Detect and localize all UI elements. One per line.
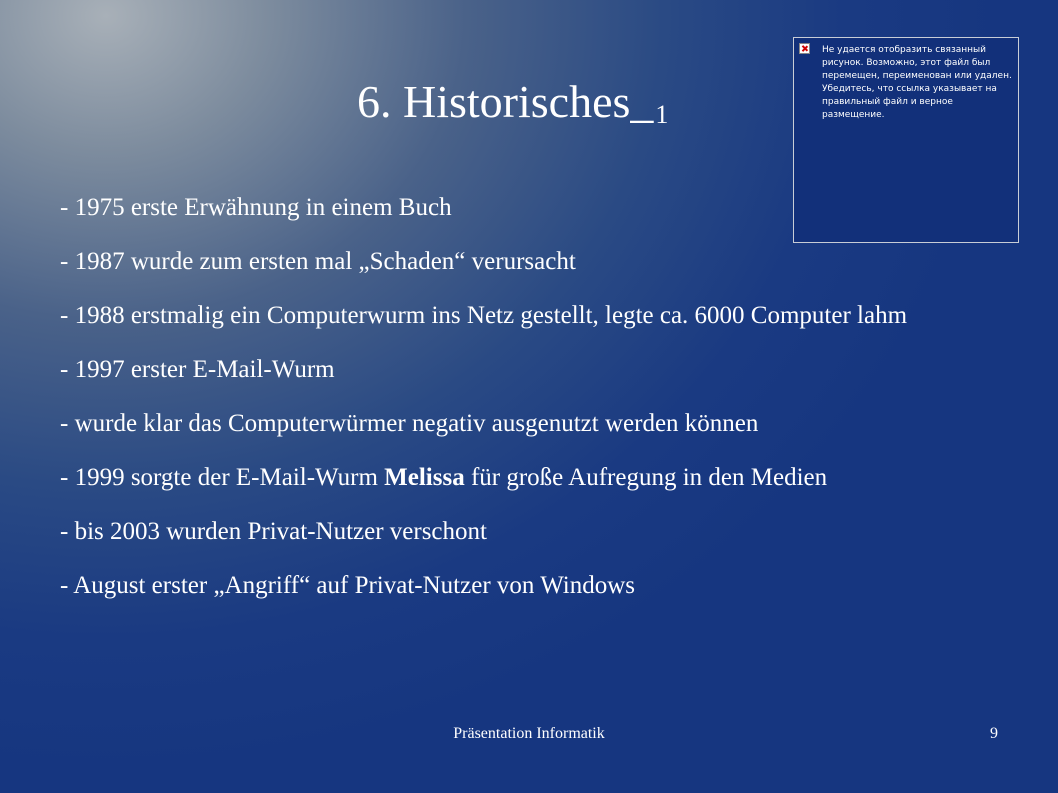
bullet-item: - wurde klar das Computerwürmer negativ ausgenutzt werden können [60,410,759,437]
bullet-item: - August erster „Angriff“ auf Privat-Nutzer von Windows [60,572,636,599]
bullet-text-after: für große Aufregung in den Medien [464,464,828,491]
bullet-item: - 1987 wurde zum ersten mal „Schaden“ verursacht [60,248,576,275]
bullet-item: - 1997 erster E-Mail-Wurm [60,356,335,383]
footer-text: Präsentation Informatik [453,725,605,742]
bullet-text-before: - 1999 sorgte der E-Mail-Wurm [60,464,385,491]
slide-title-text: 6. Historisches_ [357,76,654,127]
bullet-item: - 1975 erste Erwähnung in einem Buch [60,194,452,221]
slide-title-subscript: 1 [655,100,669,129]
bullet-item: - bis 2003 wurden Privat-Nutzer verschont [60,518,487,545]
broken-image-icon [799,43,810,54]
bullet-list [60,190,1020,622]
slide-title [357,74,668,143]
bullet-text-bold: Melissa [384,464,465,491]
bullet-item: - 1988 erstmalig ein Computerwurm ins Netz gestellt, legte ca. 6000 Computer lahm [60,302,908,329]
page-number: 9 [990,725,998,742]
broken-image-message: Не удается отобразить связанный рисунок. Возможно, этот файл был перемещен, переименован или удален. Убедитесь, что ссылка указывает на правильный файл и верное размещение. [822,45,1012,120]
bullet-item [60,460,1020,496]
